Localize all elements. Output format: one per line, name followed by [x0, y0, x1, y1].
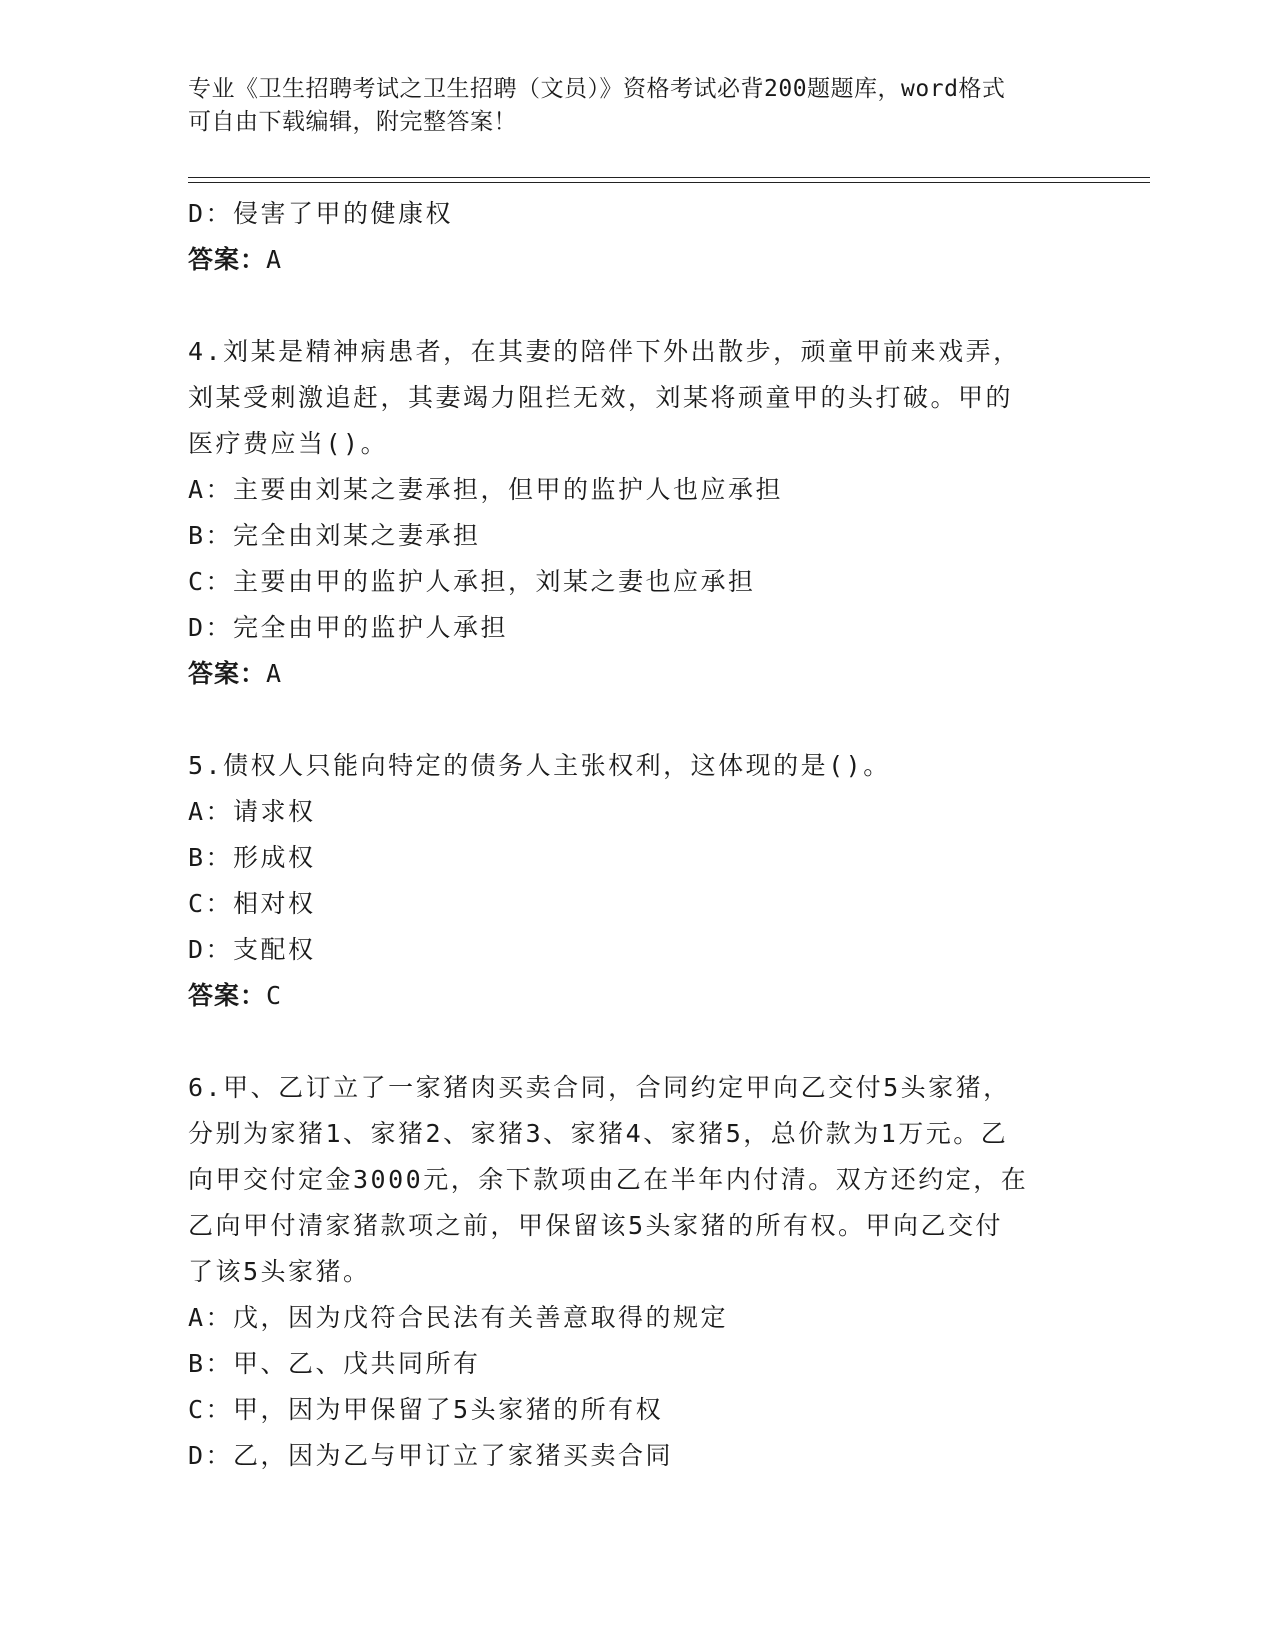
option-c: C：甲，因为甲保留了5头家猪的所有权	[188, 1395, 664, 1424]
answer-line	[188, 237, 1088, 283]
option-d: D：完全由甲的监护人承担	[188, 613, 509, 642]
option-d: D：侵害了甲的健康权	[188, 199, 454, 228]
answer-label: 答案：	[188, 659, 267, 688]
question-text-line: 向甲交付定金3000元，余下款项由乙在半年内付清。双方还约定，在	[188, 1165, 1029, 1194]
answer-label: 答案：	[188, 981, 267, 1010]
question-text-line: 5.债权人只能向特定的债务人主张权利，这体现的是()。	[188, 751, 891, 780]
question-text-line: 刘某受刺激追赶，其妻竭力阻拦无效，刘某将顽童甲的头打破。甲的	[188, 383, 1014, 412]
answer-value: A	[266, 659, 283, 688]
header-line-1: 专业《卫生招聘考试之卫生招聘（文员）》资格考试必背200题题库，word格式	[188, 76, 1006, 102]
answer-value: A	[266, 245, 283, 274]
question-text-line: 分别为家猪1、家猪2、家猪3、家猪4、家猪5，总价款为1万元。乙	[188, 1119, 1009, 1148]
option-d: D：乙，因为乙与甲订立了家猪买卖合同	[188, 1441, 674, 1470]
answer-label: 答案：	[188, 245, 267, 274]
option-d: D：支配权	[188, 935, 316, 964]
document-header	[188, 73, 1068, 139]
question-text-line: 了该5头家猪。	[188, 1257, 371, 1286]
answer-value: C	[266, 981, 283, 1010]
option-b: B：甲、乙、戊共同所有	[188, 1349, 481, 1378]
header-line-2: 可自由下载编辑，附完整答案！	[188, 109, 517, 135]
answer-line	[188, 973, 1088, 1019]
header-rule-top	[188, 177, 1150, 178]
option-b: B：形成权	[188, 843, 316, 872]
option-a: A：主要由刘某之妻承担，但甲的监护人也应承担	[188, 475, 784, 504]
question-3-tail	[188, 191, 1088, 283]
question-4	[188, 329, 1088, 697]
question-text-line: 6.甲、乙订立了一家猪肉买卖合同，合同约定甲向乙交付5头家猪，	[188, 1073, 1011, 1102]
answer-line	[188, 651, 1088, 697]
question-5	[188, 743, 1088, 1019]
option-b: B：完全由刘某之妻承担	[188, 521, 481, 550]
question-list	[188, 191, 1088, 1479]
option-a: A：戊，因为戊符合民法有关善意取得的规定	[188, 1303, 729, 1332]
question-text-line: 4.刘某是精神病患者，在其妻的陪伴下外出散步，顽童甲前来戏弄，	[188, 337, 1021, 366]
option-c: C：相对权	[188, 889, 316, 918]
question-text-line: 乙向甲付清家猪款项之前，甲保留该5头家猪的所有权。甲向乙交付	[188, 1211, 1004, 1240]
option-c: C：主要由甲的监护人承担，刘某之妻也应承担	[188, 567, 756, 596]
header-rule-bottom	[188, 182, 1150, 183]
option-a: A：请求权	[188, 797, 316, 826]
question-6	[188, 1065, 1088, 1479]
question-text-line: 医疗费应当()。	[188, 429, 389, 458]
